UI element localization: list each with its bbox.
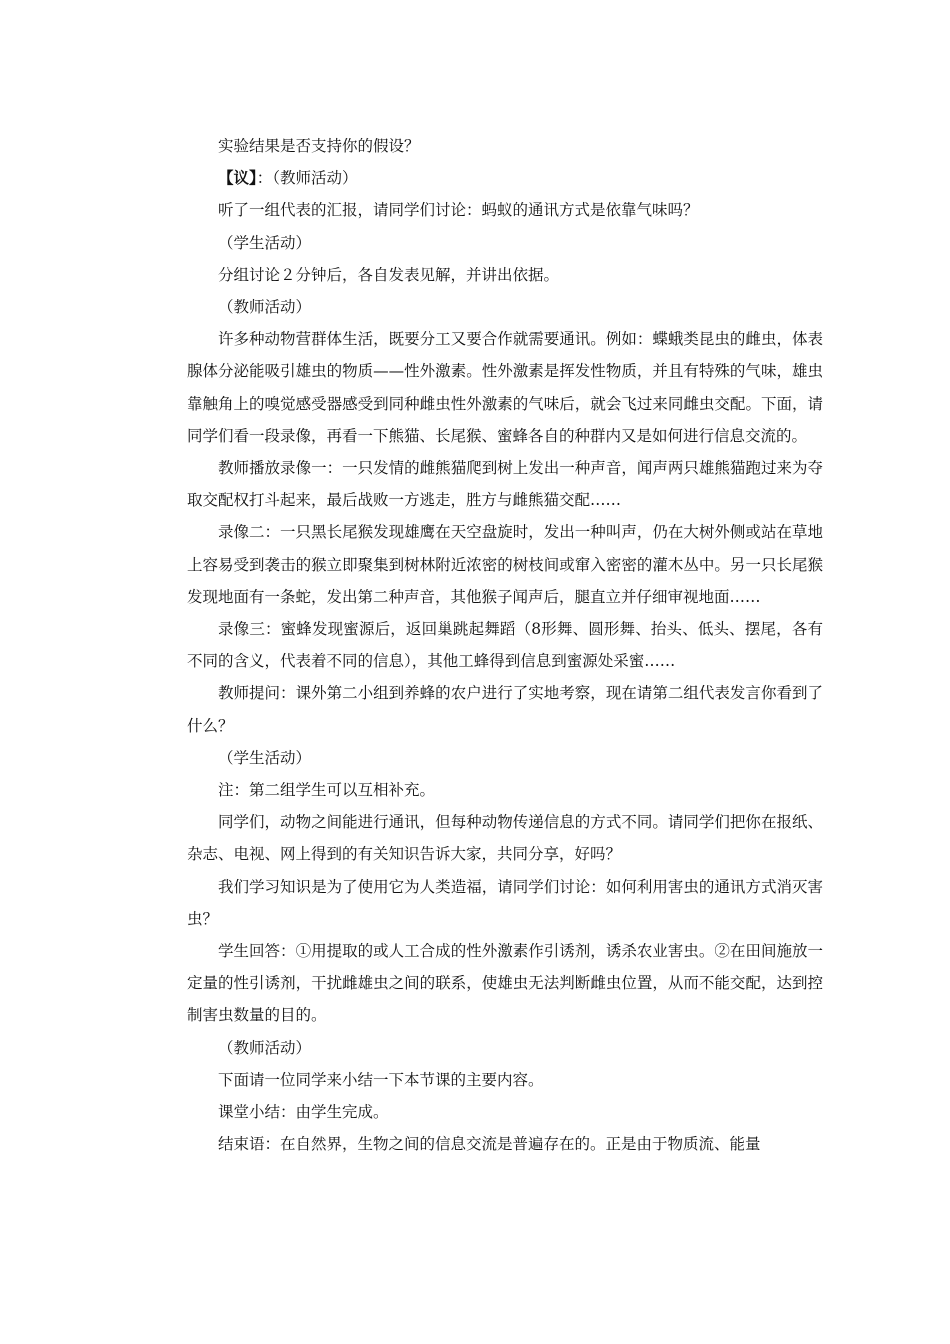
paragraph-summary-request: 下面请一位同学来小结一下本节课的主要内容。 [218, 1070, 544, 1089]
paragraph-note: 注：第二组学生可以互相补充。 [218, 781, 436, 800]
discuss-label-suffix: ：（教师活动） [256, 169, 358, 188]
paragraph-ant-discussion: 听了一组代表的汇报，请同学们讨论：蚂蚁的通讯方式是依靠气味吗？ [218, 201, 699, 220]
paragraph-video-two: 录像二：一只黑长尾猴发现雄鹰在天空盘旋时，发出一种叫声，仍在大树外侧或站在草地上容易受到袭击的猴立即聚集到树林附近浓密的树枝间或窜入密密的灌木丛中。另一只长尾猴发现地面有一条蛇，发出第二种声音，其他猴子闻声后，腿直立并仔细审视地面…… [187, 523, 823, 606]
paragraph-video-one: 教师播放录像一：一只发情的雌熊猫爬到树上发出一种声音，闻声两只雄熊猫跑过来为夺取交配权打斗起来，最后战败一方逃走，胜方与雌熊猫交配…… [187, 459, 823, 510]
paragraph-class-summary: 课堂小结：由学生完成。 [218, 1103, 389, 1122]
paragraph-teacher-activity: （教师活动） [218, 298, 312, 317]
paragraph-pest-question: 我们学习知识是为了使用它为人类造福，请同学们讨论：如何利用害虫的通讯方式消灭害虫？ [187, 877, 823, 928]
paragraph-student-activity-2: （学生活动） [218, 748, 312, 767]
paragraph-share: 同学们，动物之间能进行通讯，但每种动物传递信息的方式不同。请同学们把你在报纸、杂志、电视、网上得到的有关知识告诉大家，共同分享，好吗？ [187, 813, 823, 864]
paragraph-teacher-question: 教师提问：课外第二小组到养蜂的农户进行了实地考察，现在请第二组代表发言你看到了什么？ [187, 684, 823, 735]
paragraph-discuss-heading [187, 162, 823, 194]
paragraph-video-three: 录像三：蜜蜂发现蜜源后，返回巢跳起舞蹈（8形舞、圆形舞、抬头、低头、摆尾，各有不同的含义，代表着不同的信息），其他工蜂得到信息到蜜源处采蜜…… [187, 620, 823, 671]
paragraph-question: 实验结果是否支持你的假设？ [218, 137, 420, 155]
paragraph-group-discussion: 分组讨论２分钟后，各自发表见解，并讲出依据。 [218, 265, 560, 284]
paragraph-pheromone: 许多种动物营群体生活，既要分工又要合作就需要通讯。例如：蝶蛾类昆虫的雌虫，体表腺体分泌能吸引雄虫的物质——性外激素。性外激素是挥发性物质，并且有特殊的气味，雄虫靠触角上的嗅觉感受器感受到同种雌虫性外激素的气味后，就会飞过来同雌虫交配。下面，请同学们看一段录像，再看一下熊猫、长尾猴、蜜蜂各自的种群内又是如何进行信息交流的。 [187, 330, 823, 445]
paragraph-closing: 结束语：在自然界，生物之间的信息交流是普遍存在的。正是由于物质流、能量 [218, 1135, 761, 1154]
discuss-label: 【议】 [218, 168, 257, 188]
paragraph-teacher-activity-2: （教师活动） [218, 1038, 312, 1057]
document-body [187, 130, 823, 1161]
paragraph-student-answer: 学生回答：①用提取的或人工合成的性外激素作引诱剂，诱杀农业害虫。②在田间施放一定量的性引诱剂，干扰雌雄虫之间的联系，使雄虫无法判断雌虫位置，从而不能交配，达到控制害虫数量的目的。 [187, 942, 823, 1025]
paragraph-student-activity: （学生活动） [218, 233, 312, 252]
